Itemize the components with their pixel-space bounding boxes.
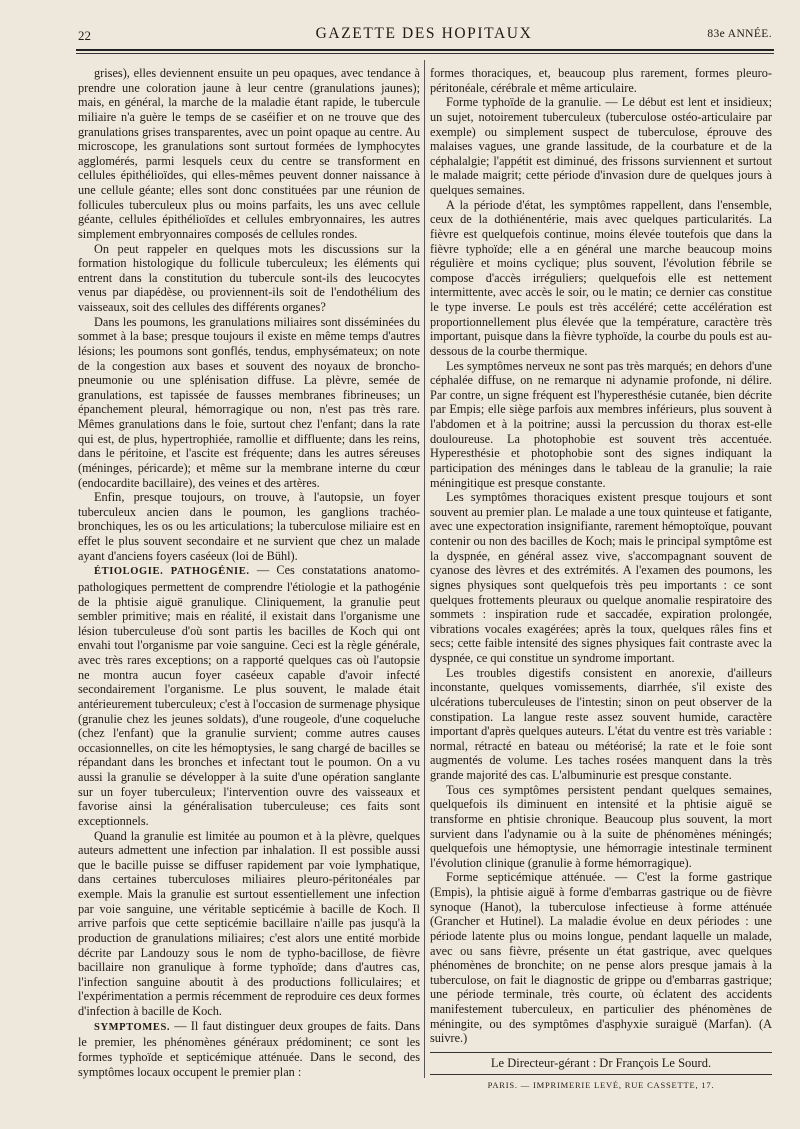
paragraph (78, 315, 420, 491)
paragraph-text: Les symptômes thoraciques existent presque toujours et sont souvent au premier plan. Le malade a une toux quinteuse et fatigante, avec une expectoration insignifiante, rarement hémoptoïque, pouvant contenir ou non des bacilles de Koch; mais le principal symptôme est la dyspnée, en général assez vive, s'accompagnant souvent de cyanose des lèvres et des extrémités. A l'examen des poumons, les signes physiques sont quelquefois très peu importants : ce sont quelques frottements pleuraux ou quelque anomalie respiratoire des sommets : inspiration rude et saccadée, expiration prolongée, vibrations vocales exagérées; après la toux, quelques râles fins et secs; cette faible intensité des signes physiques fait contraste avec la dyspnée, ce qui constitue un syndrome important. (430, 490, 772, 665)
paragraph (78, 563, 420, 828)
paragraph (430, 66, 772, 95)
director-line: Le Directeur-gérant : Dr François Le Sourd. (490, 1056, 712, 1070)
paragraph-text: Les troubles digestifs consistent en anorexie, d'ailleurs inconstante, quelques vomissements, diarrhée, s'il existe des ulcérations tuberculeuses de l'intestin; sinon on peut observer de la constipation. La langue reste assez souvent humide, caractère important d'après quelques auteurs. L'état du ventre est très variable : normal, rétracté en bateau ou météorisé; la rate et le foie sont augmentés de volume. Les taches rosées manquent dans la très grande majorité des cas. L'albuminurie est presque constante. (430, 665, 772, 782)
page-number: 22 (78, 28, 91, 43)
paragraph (78, 242, 420, 315)
paragraph-text: — Ces constatations anatomo-pathologiques permettent de comprendre l'étiologie et la pathogénie de la phtisie aiguë granulique. Cliniquement, la granulie peut sembler primitive; mais en réalité, il existait dans l'organisme une lésion tuberculeuse d'où sont partis les bacilles de Koch qui ont envahi tout l'organisme par voie sanguine. Ceci est la règle générale, avec très rares exceptions; on a rapporté quelques cas où l'autopsie ne montra aucun foyer caséeux capable d'avoir infecté secondairement l'organisme. Le plus souvent, le malade était antérieurement tuberculeux; c'est à l'occasion de surmenage physique (granulie chez les jeunes soldats), d'une rougeole, d'une coqueluche (chez l'enfant) que la granulie survient; comme autres causes occasionnelles, on cite les hémoptysies, le sang chargé de bacilles se répandant dans les bronches et infectant tout le poumon. On a vu aussi la granulie se développer à la suite d'une opération sanglante sur un foyer tuberculeux; l'intervention ouvre des vaisseaux et favorise ainsi la généralisation tuberculeuse; ces faits sont exceptionnels. (78, 563, 420, 828)
paragraph (78, 490, 420, 563)
header-rule (76, 49, 774, 51)
paragraph-text: — Il faut distinguer deux groupes de faits. Dans le premier, les phénomènes généraux prédominent; ce sont les formes typhoïde et septicémique atténuée. Dans le second, des symptômes locaux occupent le premier plan : (78, 1018, 420, 1079)
paragraph (430, 198, 772, 359)
paragraph (78, 66, 420, 242)
paragraph-text: Forme septicémique atténuée. — C'est la forme gastrique (Empis), la phtisie aiguë à forme d'embarras gastrique ou de fièvre synoque (Hanot), la tuberculose infectieuse à forme atténuée (Grancher et Hutinel). La maladie évolue en deux périodes : une période latente plus ou moins longue, pendant laquelle un malade, avec ou sans fièvre, présente un état gastrique, avec quelques phénomènes de bronchite; on ne pense alors presque jamais à la tuberculose, on fait le diagnostic de grippe ou d'embarras gastrique; une période terminale, très courte, où éclatent des accidents manifestement tuberculeux, en particulier des phénomènes de méningite, ou des symptômes d'asphyxie suraiguë (Marfan). (A suivre.) (430, 870, 772, 1046)
paragraph-text: Dans les poumons, les granulations miliaires sont disséminées du sommet à la base; presque toujours il existe en même temps d'autres lésions; les poumons sont gonflés, tendus, emphysémateux; on note de la congestion aux bases et souvent des noyaux de broncho-pneumonie ou une splénisation diffuse. La plèvre, semée de granulations, est tapissée de fausses membranes fibrineuses; un épanchement pleural, hémorragique ou non, n'est pas très rare. Mêmes granulations dans le foie, surtout chez l'enfant; dans la rate qui est, de plus, hypertrophiée, ramollie et diffluente; dans les reins, dans le péritoine, et l'ascite est fréquente; dans les autres séreuses (méninges, péricarde); et même sur la membrane interne du cœur (endocardite bacillaire), des veines et des artères. (78, 314, 420, 490)
printer-line: PARIS. — IMPRIMERIE LEVÉ, RUE CASSETTE, 17. (487, 1080, 715, 1090)
paragraph (78, 1019, 420, 1080)
volume-year: 83e ANNÉE. (707, 28, 772, 40)
paragraph-text: formes thoraciques, et, beaucoup plus rarement, formes pleuro-péritonéale, cérébrale et même articulaire. (430, 66, 772, 95)
header-rule-thin (76, 53, 774, 54)
paragraph (430, 359, 772, 491)
footer-rule (430, 1052, 772, 1053)
paragraph-text: grises), elles deviennent ensuite un peu opaques, avec tendance à prendre une coloration jaune à leur centre (granulations jaunes); mais, en général, la marche de la maladie étant rapide, le tubercule miliaire n'a guère le temps de se caséifier et on ne trouve que des granulations grises transparentes, avec un point opaque au centre. Au microscope, les granulations sont surtout formées de lymphocytes agglomérés, parmi lesquels ceux du centre se transforment en cellules épithélioïdes, qui elles-mêmes peuvent donner naissance à une cellule géante; elles sont donc constituées par une réunion de follicules tuberculeux plus ou moins parfaits, les uns avec cellule géante, cellules épithélioïdes et cellules embryonnaires, les autres simplement embryonnaires composés de cellules rondes. (78, 66, 420, 241)
page-header (74, 22, 774, 46)
paragraph (430, 95, 772, 197)
column-divider (424, 60, 425, 1078)
paragraph (430, 666, 772, 783)
right-column (430, 66, 772, 1046)
paragraph-text: Les symptômes nerveux ne sont pas très marqués; en dehors d'une céphalée diffuse, on ne remarque ni adynamie profonde, ni délire. Par contre, un signe fréquent est l'hyperesthésie cutanée, bien décrite par Empis; elle siège parfois aux membres inférieurs, plus souvent à l'abdomen et à la poitrine; aussi la percussion du thorax est-elle douloureuse. La photophobie est souvent très accentuée. Hyperesthésie et photophobie sont des signes indiquant la participation des méninges dans le tableau de la granulie; la raie méningitique est presque constante. (430, 358, 772, 490)
left-column (78, 66, 420, 1079)
paragraph-text: Forme typhoïde de la granulie. — Le début est lent et insidieux; un sujet, notoirement tuberculeux (tuberculose ostéo-articulaire par exemple) ou simplement suspect de tuberculose, éprouve des malaises vagues, une grande lassitude, de la courbature et de la céphalalgie; l'appétit est diminué, des frissons surviennent et surtout le malade maigrit; cette période d'invasion dure de quelques jours à quelques semaines. (430, 95, 772, 197)
paragraph (78, 829, 420, 1019)
paragraph-text: On peut rappeler en quelques mots les discussions sur la formation histologique du follicule tuberculeux; les éléments qui entrent dans la constitution du tubercule sont-ils des leucocytes venus par diapédèse, ou proviennent-ils soit de l'endothélium des vaisseaux, soit des cellules des différents organes? (78, 241, 420, 314)
paragraph-text: Quand la granulie est limitée au poumon et à la plèvre, quelques auteurs admettent une infection par inhalation. Il est possible aussi que le bacille puisse se diffuser rapidement par voie lymphatique, dans certaines tuberculoses miliaires pleuro-péritonéales par exemple. Mais la granulie est surtout essentiellement une infection par voie sanguine, une véritable septicémie à bacille de Koch. Il arrive parfois que cette septicémie bacillaire n'aille pas jusqu'à la production de granulations miliaires; c'est alors une entité morbide décrite par Landouzy sous le nom de typho-bacillose, de fièvre bacillaire non granulique à forme typhoïde; dans d'autres cas, l'infection sanguine aboutit à des productions folliculaires; et l'expérimentation a permis récemment de reproduire ces deux formes d'infection à bacille de Koch. (78, 828, 420, 1018)
paragraph (430, 783, 772, 871)
paragraph (430, 870, 772, 1046)
section-heading: ÉTIOLOGIE. PATHOGÉNIE. (94, 566, 250, 578)
paragraph-text: A la période d'état, les symptômes rappellent, dans l'ensemble, ceux de la dothiénentérie, mais avec quelques particularités. La fièvre est quelquefois continue, moins élevée toutefois que dans la fièvre typhoïde; elle a en général une marche beaucoup moins régulière et moins cyclique; plus souvent, l'évolution fébrile se compose d'accès irréguliers; quelquefois elle est nettement intermittente, avec accès le soir, ou le matin; ce dernier cas constitue le type inverse. Le pouls est très accéléré; cette accélération est proportionnellement plus élevée que la température, caractère très important, puisque dans la fièvre typhoïde, la courbe du pouls est au-dessous de la courbe thermique. (430, 197, 772, 358)
paragraph-text: Enfin, presque toujours, on trouve, à l'autopsie, un foyer tuberculeux ancien dans le poumon, les ganglions trachéo-bronchiques, les os ou les articulations; la tuberculose miliaire est en effet le plus souvent secondaire et ne survient que chez un malade ayant d'anciens foyers caséeux (loi de Bühl). (78, 490, 420, 563)
footer-rule-bottom (430, 1074, 772, 1075)
paragraph-text: Tous ces symptômes persistent pendant quelques semaines, quelquefois ils diminuent en intensité et la phtisie aiguë se transforme en phtisie chronique. Beaucoup plus souvent, la mort survient dans l'adynamie ou à la suite de phénomènes méningés; quelquefois une hémoptysie, une hémorragie intestinale terminent l'évolution clinique (granulie à forme hémorragique). (430, 782, 772, 870)
section-heading: SYMPTOMES. (94, 1021, 171, 1033)
journal-title: GAZETTE DES HOPITAUX (315, 25, 533, 42)
paragraph (430, 490, 772, 666)
